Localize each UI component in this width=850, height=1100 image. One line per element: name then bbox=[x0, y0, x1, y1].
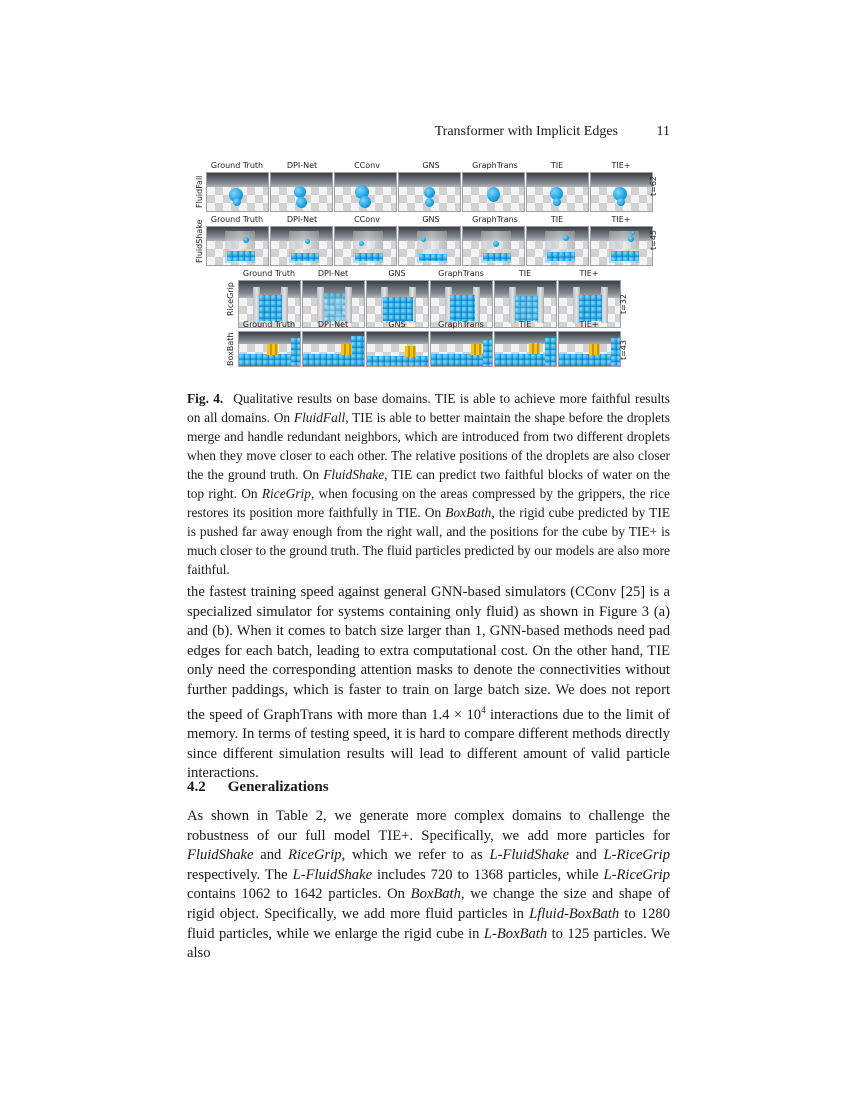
col-label: GNS bbox=[422, 215, 440, 224]
running-head-title: Transformer with Implicit Edges bbox=[434, 124, 618, 139]
body-paragraph-generalizations bbox=[187, 807, 670, 964]
row-label-ricegrip: RiceGrip bbox=[226, 282, 235, 316]
paragraph-text: , which we refer to as bbox=[341, 847, 490, 864]
page-number: 11 bbox=[656, 124, 670, 139]
paragraph-italic: L-RiceGrip bbox=[603, 847, 671, 864]
paragraph-italic: BoxBath bbox=[410, 886, 461, 903]
panel-fluidfall-dpinet bbox=[270, 172, 333, 212]
section-title: Generalizations bbox=[227, 779, 329, 795]
panel-fluidshake-dpinet bbox=[270, 226, 333, 266]
col-label: DPI-Net bbox=[286, 215, 318, 224]
paragraph-text: and bbox=[253, 847, 289, 864]
figure-label: Fig. 4. bbox=[187, 391, 224, 406]
paragraph-italic: L-FluidShake bbox=[292, 866, 373, 883]
time-label-fluidfall: t=62 bbox=[649, 175, 658, 196]
panel-fluidfall-cconv bbox=[334, 172, 397, 212]
panel-fluidshake-groundtruth bbox=[206, 226, 269, 266]
paragraph-text: respectively. The bbox=[187, 866, 293, 883]
paragraph-italic: L-BoxBath bbox=[483, 925, 548, 942]
caption-text: Qualitative results on base domains. TIE is able to achieve more faithful results on all domains. On bbox=[187, 391, 670, 425]
caption-text: , TIE is able to better maintain the shape before the droplets merge and handle redundant neighbors, which are introduced from two different droplets when they move closer to each other. The relative positions of the droplets are also closer the the ground truth. On bbox=[187, 410, 670, 482]
paragraph-text: to 125 particles. We also bbox=[187, 925, 670, 962]
col-label: TIE bbox=[518, 320, 532, 329]
panel-boxbath-tie bbox=[494, 331, 557, 367]
paragraph-italic: Lfluid-BoxBath bbox=[529, 905, 620, 922]
time-label-fluidshake: t=45 bbox=[649, 229, 658, 250]
paragraph-italic: L-FluidShake bbox=[489, 847, 569, 864]
col-label: DPI-Net bbox=[286, 161, 318, 170]
paragraph-text: includes 720 to 1368 particles, while bbox=[372, 866, 604, 883]
col-label: Ground Truth bbox=[242, 320, 296, 329]
panel-fluidfall-gns bbox=[398, 172, 461, 212]
paragraph-text: As shown in Table 2, we generate more complex domains to challenge the robustness of our full model TIE+. Specifically, we add more particles for bbox=[187, 808, 670, 844]
col-label: DPI-Net bbox=[317, 320, 349, 329]
panel-fluidshake-tie bbox=[526, 226, 589, 266]
figure-4 bbox=[190, 156, 660, 370]
col-label: GNS bbox=[388, 320, 406, 329]
paragraph-text: , we change the size and shape of rigid object. Specifically, we add more fluid particles in bbox=[187, 886, 670, 922]
col-label: TIE bbox=[550, 215, 564, 224]
col-label: TIE+ bbox=[579, 320, 599, 329]
col-label: Ground Truth bbox=[242, 269, 296, 278]
time-label-ricegrip: t=32 bbox=[619, 293, 628, 314]
col-label: DPI-Net bbox=[317, 269, 349, 278]
col-label: TIE+ bbox=[611, 215, 631, 224]
panel-boxbath-gns bbox=[366, 331, 429, 367]
time-label-boxbath: t=43 bbox=[619, 339, 628, 360]
panel-fluidfall-graphtrans bbox=[462, 172, 525, 212]
col-label: GraphTrans bbox=[438, 269, 484, 278]
panel-fluidshake-tieplus bbox=[590, 226, 653, 266]
paragraph-italic: RiceGrip bbox=[288, 847, 342, 864]
caption-italic: RiceGrip bbox=[261, 486, 311, 501]
col-label: CConv bbox=[354, 215, 380, 224]
row-label-fluidshake: FluidShake bbox=[195, 219, 204, 263]
row-label-fluidfall: FluidFall bbox=[195, 175, 204, 208]
caption-italic: BoxBath bbox=[445, 505, 492, 520]
paragraph-text: contains 1062 to 1642 particles. On bbox=[187, 886, 411, 903]
paragraph-italic: FluidShake bbox=[187, 847, 254, 864]
panel-fluidfall-tie bbox=[526, 172, 589, 212]
panel-fluidfall-groundtruth bbox=[206, 172, 269, 212]
panel-fluidfall-tieplus bbox=[590, 172, 653, 212]
col-label: Ground Truth bbox=[210, 161, 264, 170]
col-label: GNS bbox=[388, 269, 406, 278]
col-label: GraphTrans bbox=[472, 215, 518, 224]
figure-caption bbox=[187, 389, 670, 579]
section-number: 4.2 bbox=[187, 779, 206, 795]
running-head bbox=[187, 124, 670, 144]
panel-boxbath-graphtrans bbox=[430, 331, 493, 367]
panel-boxbath-tieplus bbox=[558, 331, 621, 367]
superscript: 4 bbox=[481, 704, 486, 715]
col-label: TIE+ bbox=[579, 269, 599, 278]
col-label: TIE bbox=[518, 269, 532, 278]
col-label: TIE bbox=[550, 161, 564, 170]
row-label-boxbath: BoxBath bbox=[226, 332, 235, 366]
caption-italic: FluidShake bbox=[323, 467, 385, 482]
body-paragraph-speed bbox=[187, 583, 670, 784]
panel-boxbath-dpinet bbox=[302, 331, 365, 367]
panel-fluidshake-cconv bbox=[334, 226, 397, 266]
col-label: CConv bbox=[354, 161, 380, 170]
col-label: Ground Truth bbox=[210, 215, 264, 224]
caption-text: , TIE can predict two faithful blocks of water on the top right. On bbox=[187, 467, 670, 501]
paragraph-text: interactions due to the limit of memory. In terms of testing speed, it is hard to compare different methods directly since different simulation results will lead to different amount of valid particle interactions. bbox=[187, 706, 671, 782]
paragraph-text: the fastest training speed against general GNN-based simulators (CConv [25] is a specialized simulator for systems containing only fluid) as shown in Figure 3 (a) and (b). When it comes to batch size larger than 1, GNN-based methods need pad edges for each batch, leading to extra computational cost. On the other hand, TIE only need the corresponding attention masks to denote the connectivities without further paddings, which is faster to train on large batch size. We does not report the speed of GraphTrans with more than 1.4 × 10 bbox=[187, 584, 670, 723]
caption-text: , the rigid cube predicted by TIE is pushed far away enough from the right wall, and the positions for the cube by TIE+ is much closer to the ground truth. The fluid particles predicted by our models are also more faithful. bbox=[187, 505, 670, 577]
section-heading bbox=[187, 779, 329, 796]
paragraph-text: to 1280 fluid particles, while we enlarge the rigid cube in bbox=[187, 905, 670, 942]
col-label: GNS bbox=[422, 161, 440, 170]
paragraph-italic: L-RiceGrip bbox=[603, 866, 670, 883]
col-label: GraphTrans bbox=[438, 320, 484, 329]
panel-fluidshake-graphtrans bbox=[462, 226, 525, 266]
panel-boxbath-groundtruth bbox=[238, 331, 301, 367]
paragraph-text: and bbox=[568, 847, 604, 864]
caption-italic: FluidFall bbox=[293, 410, 346, 425]
col-label: GraphTrans bbox=[472, 161, 518, 170]
col-label: TIE+ bbox=[611, 161, 631, 170]
caption-text: , when focusing on the areas compressed by the grippers, the rice restores its position more faithfully in TIE. On bbox=[187, 486, 670, 520]
panel-fluidshake-gns bbox=[398, 226, 461, 266]
